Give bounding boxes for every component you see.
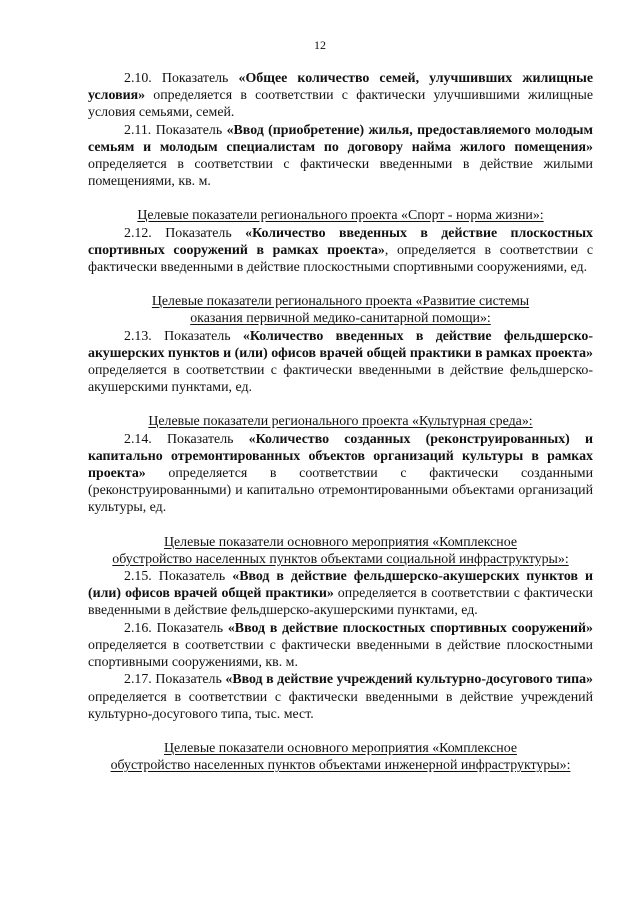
item-number: 2.17. [124, 672, 156, 688]
indicator-paragraph [88, 70, 593, 122]
section-heading-line: Целевые показатели регионального проекта «Культурная среда»: [148, 414, 533, 430]
indicator-paragraph [88, 620, 593, 672]
section-heading-line: обустройство населенных пунктов объектами инженерной инфраструктуры»: [110, 758, 571, 774]
section-heading-line: Целевые показатели регионального проекта «Развитие системы [151, 294, 530, 310]
item-definition: определяется в соответствии с фактически введенными в действие учреждений культурно-досугового типа, тыс. мест. [88, 689, 593, 722]
indicator-name: «Количество созданных (реконструированных) и капитально отремонтированных объектов организаций культуры в рамках проекта» [88, 431, 594, 482]
item-definition: определяется в соответствии с фактически созданными (реконструированными) и капитально отремонтированными объектами организаций культуры, ед. [88, 466, 593, 516]
item-number: 2.11. [124, 122, 156, 138]
item-lead: Показатель [166, 431, 249, 447]
item-lead: Показатель [161, 71, 239, 86]
item-number: 2.12. [124, 225, 166, 241]
section-heading [88, 740, 593, 774]
indicator-name: «Ввод (приобретение) жилья, предоставляемого молодым семьям и молодым специалистам по договору найма жилого помещения» [88, 122, 593, 155]
item-lead: Показатель [164, 328, 243, 344]
section-heading [88, 293, 593, 327]
section-heading [88, 534, 593, 568]
item-definition: определяется в соответствии с фактически введенными в действие плоскостными спортивными сооружениями, кв. м. [88, 637, 593, 671]
item-definition: определяется в соответствии с фактически введенными в действие фельдшерско-акушерскими пунктами, ед. [88, 586, 593, 619]
indicator-paragraph [88, 328, 593, 397]
section-heading [88, 413, 593, 430]
item-number: 2.15. [124, 569, 159, 585]
indicator-name: «Количество введенных в действие фельдшерско-акушерских пунктов и (или) офисов врачей общей практики в рамках проекта» [88, 328, 593, 361]
section-heading-line: Целевые показатели регионального проекта «Спорт - норма жизни»: [137, 208, 544, 224]
section-spacer [88, 723, 593, 740]
section-spacer [88, 517, 593, 534]
page-number: 12 [314, 38, 326, 52]
item-number: 2.13. [124, 328, 165, 344]
item-definition: определяется в соответствии с фактически введенными в действие жилыми помещениями, кв. м. [88, 157, 593, 190]
item-lead: Показатель [158, 569, 233, 585]
item-number: 2.14. [124, 431, 167, 447]
indicator-paragraph [88, 568, 593, 620]
indicator-paragraph [88, 225, 593, 277]
section-spacer [88, 396, 593, 413]
section-spacer [88, 190, 593, 207]
item-definition: , определяется в соответствии с фактически введенными в действие плоскостными спортивными сооружениями, ед. [88, 242, 593, 276]
item-lead: Показатель [165, 225, 246, 241]
indicator-name: «Ввод в действие плоскостных спортивных сооружений» [227, 620, 593, 636]
item-lead: Показатель [155, 672, 226, 688]
indicator-name: «Общее количество семей, улучшивших жилищные условия» [88, 71, 593, 104]
indicator-name: «Ввод в действие учреждений культурно-досугового типа» [225, 672, 593, 688]
indicator-name: «Количество введенных в действие плоскостных спортивных сооружений в рамках проекта» [88, 225, 593, 258]
document-body [88, 70, 593, 774]
section-heading-line: Целевые показатели основного мероприятия «Комплексное [163, 534, 518, 550]
section-heading [88, 207, 593, 224]
item-lead: Показатель [155, 122, 227, 138]
item-number: 2.16. [124, 620, 157, 636]
section-heading-line: обустройство населенных пунктов объектами социальной инфраструктуры»: [112, 551, 569, 567]
item-definition: определяется в соответствии с фактически введенными в действие фельдшерско-акушерскими пунктами, ед. [88, 363, 593, 396]
item-lead: Показатель [156, 620, 228, 636]
section-heading-line: оказания первичной медико-санитарной помощи»: [190, 311, 491, 327]
indicator-paragraph [88, 122, 593, 191]
item-number: 2.10. [124, 71, 162, 86]
indicator-paragraph [88, 431, 593, 517]
item-definition: определяется в соответствии с фактически улучшившими жилищные условия семьями, семей. [88, 88, 593, 121]
indicator-paragraph [88, 671, 593, 723]
section-spacer [88, 276, 593, 293]
indicator-name: «Ввод в действие фельдшерско-акушерских пунктов и (или) офисов врачей общей практики» [88, 569, 593, 602]
section-heading-line: Целевые показатели основного мероприятия «Комплексное [163, 740, 518, 756]
